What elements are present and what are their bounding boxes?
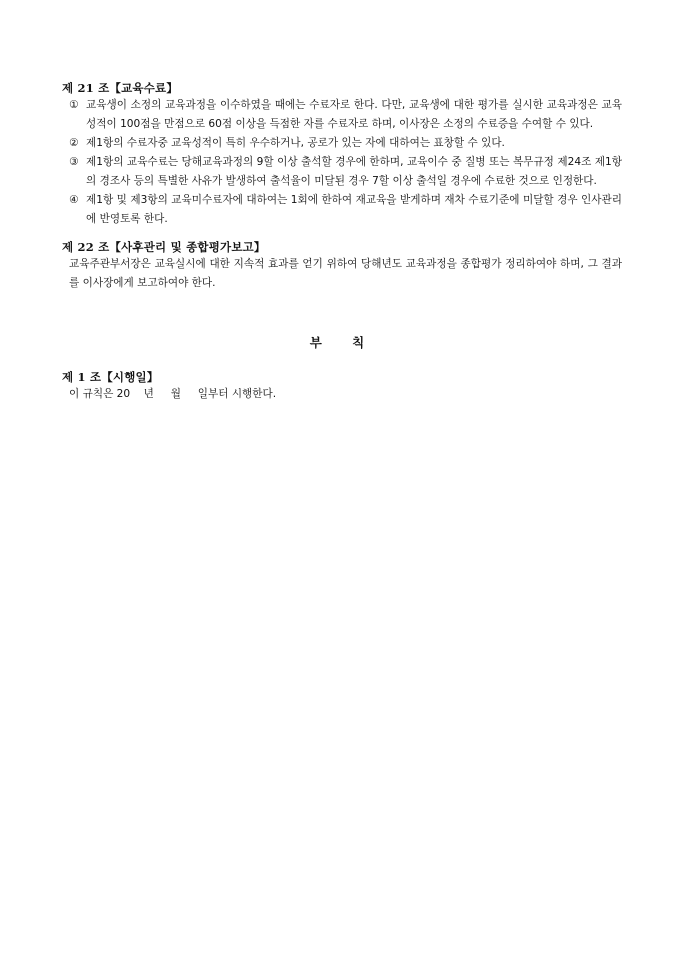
supplementary-article-1-title: 제 1 조【시행일】 [62,370,159,384]
article-21-clause-1 [62,96,622,134]
article-21-clause-4 [62,191,622,229]
article-21-clause-2 [62,134,622,153]
article-22-title: 제 22 조【사후관리 및 종합평가보고】 [62,240,266,254]
clause-number: ① [69,99,79,111]
clause-text: 제1항의 수료자중 교육성적이 특히 우수하거나, 공로가 있는 자에 대하여는 표창할 수 있다. [86,137,505,149]
document-page [62,80,622,404]
article-21-title: 제 21 조【교육수료】 [62,81,179,95]
clause-number: ③ [69,156,79,168]
clause-text: 제1항의 교육수료는 당해교육과정의 9할 이상 출석할 경우에 한하며, 교육이수 중 질병 또는 복무규정 제24조 제1항의 경조사 등의 특별한 사유가 발생하여 출석율이 미달된 경우 7할 이상 출석일 경우에 수료한 것으로 인정한다. [86,156,622,187]
article-22-text: 교육주관부서장은 교육실시에 대한 지속적 효과를 얻기 위하여 당해년도 교육과정을 종합평가 정리하여야 하며, 그 결과를 이사장에게 보고하여야 한다. [69,258,622,289]
supplementary-article-1-text: 이 규칙은 20 년 월 일부터 시행한다. [69,388,277,400]
clause-number: ② [69,137,79,149]
clause-text: 제1항 및 제3항의 교육미수료자에 대하여는 1회에 한하여 재교육을 받게하며 재차 수료기준에 미달할 경우 인사관리에 반영토록 한다. [86,194,622,225]
article-21-clause-3 [62,153,622,191]
clause-text: 교육생이 소정의 교육과정을 이수하였을 때에는 수료자로 한다. 다만, 교육생에 대한 평가를 실시한 교육과정은 교육성적이 100점을 만점으로 60점 이상을 득점한 자를 수료자로 하며, 이사장은 소정의 수료증을 수여할 수 있다. [86,99,622,130]
supplementary-heading: 부 칙 [309,335,365,350]
clause-number: ④ [69,194,79,206]
